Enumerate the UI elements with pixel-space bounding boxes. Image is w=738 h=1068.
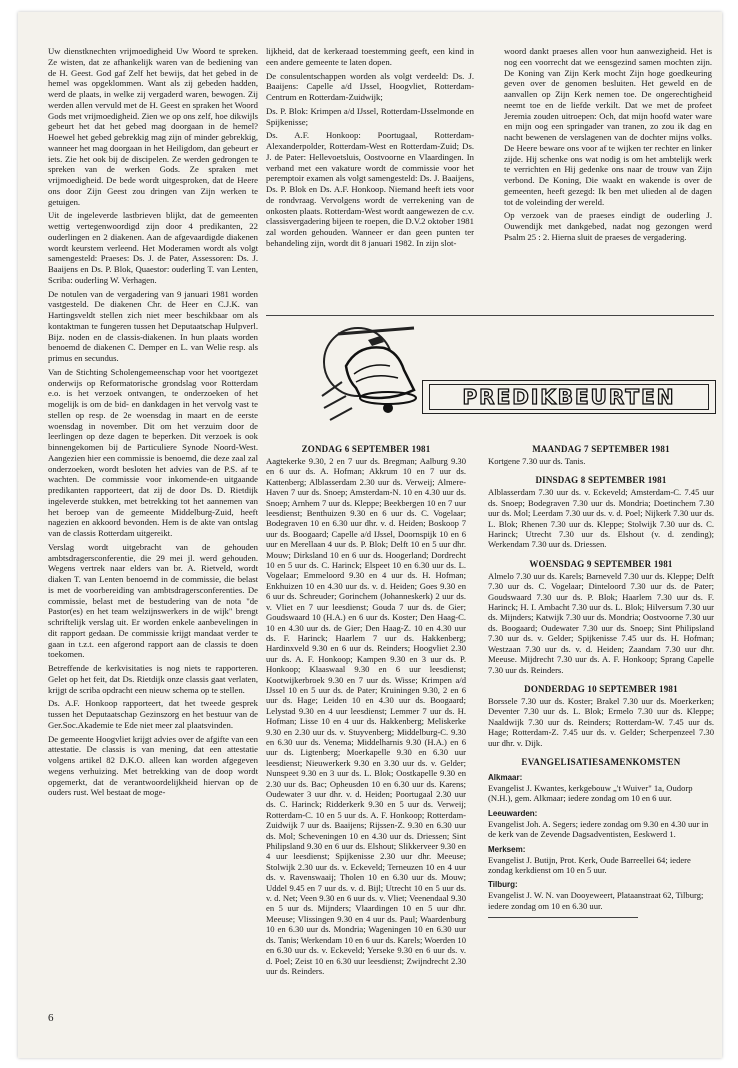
church-bell-icon xyxy=(318,322,430,438)
closing-divider xyxy=(488,917,638,918)
schedule-day-heading: ZONDAG 6 SEPTEMBER 1981 xyxy=(301,444,431,454)
paragraph: Ds. A.F. Honkoop rapporteert, dat het tweede gesprek tussen het Deputaatschap Gezinszorg en het bestuur van de Ger.Soc.Akademie te Ede niet meer zal plaatsvinden. xyxy=(48,698,258,730)
evangelisation-entry: Evangelist J. Butijn, Prot. Kerk, Oude Barreellei 64; iedere zondag kerkdienst om 10 en 5 uur. xyxy=(488,854,691,875)
paragraph: lijkheid, dat de kerkeraad toestemming geeft, een kind in een andere gemeente te laten dopen. xyxy=(266,46,474,67)
paragraph: Uit de ingeleverde lastbrieven blijkt, dat de gemeenten wettig vertegenwoordigd zijn door 4 predikanten, 22 ouderlingen en 2 diakenen. Aan de afgevaardigde diakenen wordt keurstem verleend. Het Moderamen wordt als volgt samengesteld: Praeses: Ds. J. de Pater, Assessoren: Ds. J. Baaijens en Ds. P. Blok, Quaestor: ouderling T. van Lenten, Scriba: ouderling W. Verhagen. xyxy=(48,210,258,285)
paragraph: Uw dienstknechten vrijmoedigheid Uw Woord te spreken. Ze wisten, dat ze afhankelijk waren van de bediening van de H. Geest. God gaf Zelf het bewijs, dat het gebed in de hemel was opgeklommen. Want als zij gebeden hadden, werd de plaats, in welke zij vergaderd waren, bewogen. Zij werden allen vervuld met de H. Geest en spraken het Woord Gods met vrijmoedigheid. Zien we op ons zelf, hoe dikwijls gebeurt het dat het gebed mag doorgaan in de hemel? Hoewel het gebed gebrekkig mag zijn of minder gebrekkig, wanneer het mag doorgaan in het Heiligdom, dan gebeurt er iets. Zie het ook bij de discipelen. Ze werden gedrongen te spreken van de werken Gods. Ze spraken met vrijmoedigheid. De bede wordt uitgesproken, dat de Heere ons door Zijn Geest zou dringen van Zijn werken te getuigen. xyxy=(48,46,258,207)
paragraph: woord dankt praeses allen voor hun aanwezigheid. Het is nog een voorrecht dat we eensgezind samen mochten zijn. De Koning van Zijn Kerk mocht Zijn hoge goedkeuring geven over de genomen besluiten. Het geweld en de aanvallen op Zijn Kerk nemen toe. De ongerechtigheid neemt toe en de liefde verkilt. Dat we met de profeet Jeremia zouden uitroepen: Och, dat mijn hoofd water ware en mijn oog een springader van tranen, zo zou ik dag en nacht bewenen de verslagenen van de dochter mijns volks. De Heere beware ons voor af te wijken ter rechter en linker zijde. Hij schenke ons wat nodig is om het ambtelijk werk te verrichten en Hij gedenke ons naar de trouw van Zijn verbond. De Koning, Die waakt en wakende is over de gemeenten, heeft gezegd: Ik ben met ulieden al de dagen tot de voleinding der wereld. xyxy=(504,46,712,207)
evangelisation-heading: EVANGELISATIESAMENKOMSTEN xyxy=(521,756,681,767)
schedule-left-column xyxy=(266,444,466,1024)
paragraph: Verslag wordt uitgebracht van de gehouden ambtsdragersconferentie, die 29 mei jl. werd gehouden. Wegens vertrek naar elders van br. A. Rietveld, wordt diaken T. van Lenten benoemd in de commissie, die belast is met de voorbereiding van ambtsdragersconferenties. De commissie, belast met de bestudering van de nota "de Pastor(es) en het team welzijnswerkers in de wijk" brengt schriftelijk verslag uit. Er worden enkele aanbevelingen in dit rapport gedaan. De commissie krijgt mandaat verder te gaan in t.z.t. een afgerond rapport aan de classis te doen toekomen. xyxy=(48,541,258,660)
schedule-day-listing: Borssele 7.30 uur ds. Koster; Brakel 7.30 uur ds. Moerkerken; Deventer 7.30 uur ds. L. Blok; Ermelo 7.30 uur ds. Kleppe; Naaldwijk 7.30 uur ds. Reinders; Rotterdam-W. 7.45 uur ds. Hage; Rotterdam-Z. 7.45 uur ds. v. Gelder; Scherpenzeel 7.30 uur dhr. v. Dijk. xyxy=(488,695,714,748)
evangelisation-entry: Evangelist J. Kwantes, kerkgebouw „'t Wuiver" 1a, Oudorp (N.H.), gem. Alkmaar; iedere zondag om 10 en 6 uur. xyxy=(488,782,693,804)
predikbeurten-banner xyxy=(318,322,714,438)
paragraph: De consulentschappen worden als volgt verdeeld: Ds. J. Baaijens: Capelle a/d IJssel, Hoogvliet, Rotterdam-Centrum en Rotterdam-Zuidwijk; xyxy=(266,70,474,102)
schedule-day-listing: Aagtekerke 9.30, 2 en 7 uur ds. Bregman; Aalburg 9.30 en 6 uur ds. A. Hofman; Akkrum 10 en 7 uur ds. Kattenberg; Alblasserdam 2.30 uur ds. Verweij; Almere-Haven 7 uur ds. Snoep; Amsterdam-N. 10 en 4.30 uur ds. Snoep; Arnhem 7 uur ds. Kleppe; Beekbergen 10 en 7 uur leesdienst; Benthuizen 9.30 en 6 uur ds. C. Vogelaar; Bodegraven 10 en 6.30 uur dhr. v. d. Heiden; Boskoop 7 uur ds. Boogaard; Capelle a/d IJssel, Doornspijk 10 en 6 uur en Merellaan 4 uur ds. P. Blok; Delft 10 en 5 uur dhr. Mouw; Dirksland 10 en 6 uur ds. Hoogerland; Dordrecht 10 en 5 uur ds. C. Harinck; Elspeet 10 en 6.30 uur ds. L. Vogelaar; Emmeloord 9.30 en 4 uur ds. H. Hofman; Enkhuizen 10 en 4.30 uur ds. v. d. Heiden; Goes 9.30 en 6 uur ds. Schreuder; Gorinchem (Johanneskerk) 2 uur ds. v. Vliet en 7 uur leesdienst; Gouda 7 uur ds. de Gier; Goudswaard 10 (H.A.) en 6 uur ds. Koster; Den Haag-C. 10 en 4.30 uur ds. de Gier; Den Haag-Z. 10 en 4.30 uur ds. F. Harinck; Haarlem 7 uur ds. Hakkenberg; Hardinxveld 9.30 en 6 uur ds. Reinders; Hoogvliet 2.30 uur ds. A. F. Honkoop; Kampen 9.30 en 3 uur ds. P. Honkoop; Klaaswaal 9.30 en 6 uur leesdienst; Kootwijkerbroek 9.30 en 7 uur ds. Wisse; Krimpen a/d IJssel 10 en 5 uur ds. de Pater; Kruiningen 9.30, 2 en 6 uur ds. Hage; Leiden 10 en 4.30 uur ds. Boogaard; Lelystad 9.30 en 4 uur leesdienst; Lemmer 7 uur ds. H. Hofman; Lisse 10 en 4 uur ds. Hakkenberg; Meliskerke 9.30 en 2.30 uur ds. v. Stuyvenberg; Middelburg-C. 9.30 en 6.30 uur ds. Venema; Middelharnis 9.30 (H.A.) en 6 uur ds. Ligtenberg; Moerkapelle 9.30 en 6.30 uur leesdienst; Nieuwerkerk 9.30 en 3.30 uur ds. v. Gelder; Nunspeet 9.30 en 3 uur ds. L. Blok; Oostkapelle 9.30 en 2.30 uur ds. Bac; Opheusden 10 en 6.30 uur ds. Karens; Oudewater 3 uur dhr. v. d. Heiden; Poortugaal 2.30 uur ds. C. Harinck; Ridderkerk 9.30 en 5 uur ds. Verweij; Rotterdam-C. 10 en 5 uur ds. A. F. Honkoop; Rotterdam-Zuidwijk 7 uur ds. Baaijens; Rijssen-Z. 9.30 en 6.30 uur ds. Mol; Scheveningen 10 en 4.30 uur ds. Driessen; Sint Philipsland 9.30 en 6 uur ds. Elshout; Slikkerveer 9.30 en 4 uur leesdienst; Spijkenisse 2.30 uur dhr. Meeuse; Stolwijk 2.30 uur ds. v. Eckeveld; Terneuzen 10 en 4 uur ds. v. Ravenswaaij; Tholen 10 en 6.30 uur ds. Mouw; Uddel 9.45 en 7 uur ds. v. d. Bijl; Utrecht 10 en 5 uur ds. v. d. Net; Veen 9.30 en 6 uur ds. v. Vliet; Veenendaal 9.30 en 5 uur ds. Mijnders; Vlaardingen 10 en 5 uur dhr. Meeuse; Vlissingen 9.30 en 4 uur ds. Paul; Waardenburg 10 en 6.30 uur ds. Mondria; Wageningen 10 en 6.30 uur ds. Tanis; Werkendam 10 en 6 uur ds. Karels; Woerden 10 en 6.30 uur ds. v. Eckeveld; Yerseke 9.30 en 6 uur ds. v. d. Poel; Zeist 10 en 6.30 uur leesdienst; Zwijndrecht 2.30 uur ds. Reinders. xyxy=(266,456,466,976)
schedule-day-heading: MAANDAG 7 SEPTEMBER 1981 xyxy=(532,444,670,454)
paragraph: De gemeente Hoogvliet krijgt advies over de afgifte van een attestatie. De classis is van mening, dat een attestatie volgens artikel 82 D.K.O. alleen kan worden afgegeven wegens verhuizing. Met betrekking van de doop wordt opgemerkt, dat de verantwoordelijkheid hiervan op de ouders rust. Wel bestaat de moge- xyxy=(48,733,258,798)
paragraph: Op verzoek van de praeses eindigt de ouderling J. Ouwendijk met dankgebed, nadat nog gezongen werd Psalm 25 : 2. Hierna sluit de praeses de vergadering. xyxy=(504,210,712,242)
paragraph: De notulen van de vergadering van 9 januari 1981 worden vastgesteld. De diakenen Chr. de Heer en C.J.K. van Hartingsveldt stellen zich niet meer beschikbaar om als kontaktman te fungeren tussen het Deputaatschap Hulpverl. Bijz. noden en de classis-diakenen. In hun plaats worden benoemd de diakenen C. Demper en L. van Welie resp. als primus en secundus. xyxy=(48,288,258,363)
evangelisation-city: Merksem: xyxy=(488,844,526,854)
evangelisation-entry: Evangelist J. W. N. van Dooyeweert, Plataanstraat 62, Tilburg; iedere zondag om 10 en 6.30 uur. xyxy=(488,890,704,911)
paragraph: Van de Stichting Scholengemeenschap voor het voortgezet onderwijs op Reformatorische grondslag voor Rotterdam e.o. is het verzoek ontvangen, te onderzoeken of het mogelijk is om de bid- en dankdagen in het vervolg vast te stellen op resp. de 2e woensdag in maart en de eerste woensdag in november. Dit om het verzuim door de leerlingen op deze dagen te beperken. Dit verzoek is ook binnengekomen bij de Particuliere Synode Noord-West. Aangezien hier een commissie is benoemd, die deze zaal zal onderzoeken, wordt besloten het advies van de P.S. af te wachten. De commissie voor inkomende-en uitgaande predikanten rapporteert, dat zij de door Ds. D. Rietdijk ingeleverde stukken, met betrekking tot het aannemen van het beroep van de gemeente Middelburg-Zuid, heeft nagezien en akkoord bevonden. Hem is de akte van ontslag van de classis Rotterdam uitgereikt. xyxy=(48,366,258,538)
column-minutes-left xyxy=(48,46,258,1008)
schedule-day-listing: Kortgene 7.30 uur ds. Tanis. xyxy=(488,456,586,466)
page-number: 6 xyxy=(48,1012,54,1024)
column-minutes-right xyxy=(504,46,712,308)
evangelisation-city: Leeuwarden: xyxy=(488,808,538,818)
newspaper-page xyxy=(18,12,722,1058)
banner-title-frame xyxy=(422,380,716,414)
paragraph: Ds. P. Blok: Krimpen a/d IJssel, Rotterdam-IJsselmonde en Spijkenisse; xyxy=(266,105,474,127)
section-divider xyxy=(266,315,714,316)
schedule-day-heading: DINSDAG 8 SEPTEMBER 1981 xyxy=(535,475,667,486)
banner-title: PREDIKBEURTEN xyxy=(429,384,709,410)
schedule-day-heading: DONDERDAG 10 SEPTEMBER 1981 xyxy=(524,683,678,694)
paragraph: Ds. A.F. Honkoop: Poortugaal, Rotterdam-Alexanderpolder, Rotterdam-West en Rotterdam-Zuid; Ds. J. de Pater: Hellevoetsluis, Oostvoorne en Vlaardingen. In verband met een vakature wordt de commissie voor het peremptoir examen als volgt samengesteld: Ds. J. Baaijens, Ds. P. Blok en Ds. A.F. Honkoop. Niemand heeft iets voor de rondvraag. Vervolgens wordt de verrekening van de onkosten plaats. Rotterdam-West wordt aangewezen de c.v. classisvergadering bijeen te roepen, die D.V.2 oktober 1981 zal worden gehouden. Wanneer er dan geen punten ter behandeling zijn, wordt dit 8 januari 1982. In zijn slot- xyxy=(266,130,474,248)
schedule-day-listing: Alblasserdam 7.30 uur ds. v. Eckeveld; Amsterdam-C. 7.45 uur ds. Snoep; Bodegraven 7.30 uur ds. Mondria; Doetinchem 7.30 uur ds. Mol; Leerdam 7.30 uur ds. v. d. Poel; Nijkerk 7.30 uur ds. L. Blok; Rhenen 7.30 uur ds. Kleppe; Stolwijk 7.30 uur ds. C. Harinck; Utrecht 7.30 uur ds. Elshout (v. d. zending); Werkendam 7.30 uur ds. Driessen. xyxy=(488,487,714,550)
schedule-day-listing: Almelo 7.30 uur ds. Karels; Barneveld 7.30 uur ds. Kleppe; Delft 7.30 uur ds. C. Vogelaar; Dinteloord 7.30 uur ds. de Pater; Goudswaard 7.30 uur ds. P. Blok; Haarlem 7.30 uur ds. F. Harinck; H. I. Ambacht 7.30 uur ds. L. Blok; Hilversum 7.30 uur ds. Mijnders; Katwijk 7.30 uur ds. Mondria; Oostvoorne 7.30 uur ds. Boogaard; Oudewater 7.30 uur ds. Snoep; Sint Philipsland 7.30 uur ds. v. Gelder; Spijkenisse 7.45 uur ds. H. Hofman; Westzaan 7.30 uur ds. v. d. Heiden; Zaandam 7.30 uur dhr. Meeuse. Mijdrecht 7.30 uur ds. A. F. Honkoop; Sprang Capelle 7.30 uur ds. Reinders. xyxy=(488,570,714,675)
column-minutes-middle xyxy=(266,46,474,308)
evangelisation-city: Tilburg: xyxy=(488,880,518,890)
schedule-right-column xyxy=(488,444,714,1044)
schedule-day-heading: WOENSDAG 9 SEPTEMBER 1981 xyxy=(529,558,673,569)
evangelisation-city: Alkmaar: xyxy=(488,772,523,782)
evangelisation-entry: Evangelist Joh. A. Segers; iedere zondag om 9.30 en 4.30 uur in de kerk van de Zevende Dagsadventisten, Eeskwerd 1. xyxy=(488,818,709,840)
paragraph: Betreffende de kerkvisitaties is nog niets te rapporteren. Gelet op het feit, dat Ds. Rietdijk onze classis gaat verlaten, krijgt de scriba opdracht een nieuw schema op te stellen. xyxy=(48,663,258,695)
